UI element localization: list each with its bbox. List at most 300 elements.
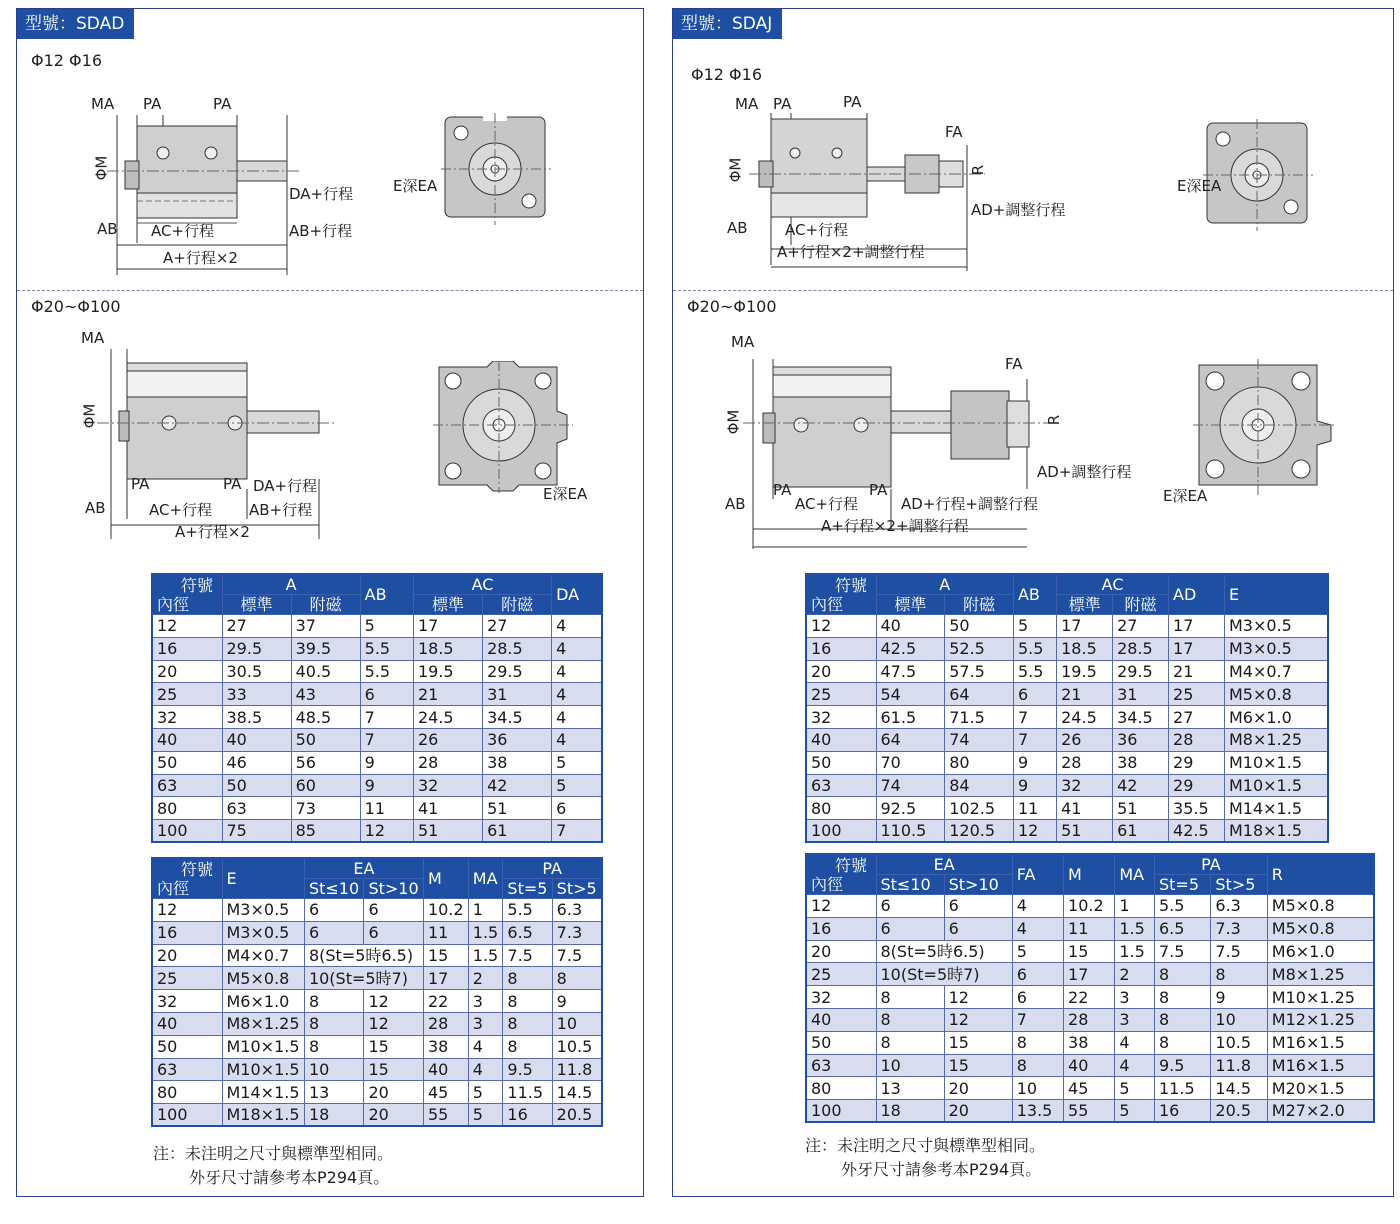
dim-ad-stroke-large: AD+行程+調整行程 [901,495,1038,513]
value-cell: 27 [1113,615,1169,638]
value-cell: 1 [468,899,503,922]
value-cell: 17 [1064,963,1115,986]
value-cell: 30.5 [222,660,291,683]
table-row [806,774,1328,797]
value-cell: 11 [423,921,468,944]
spec-table-2 [151,857,603,1127]
value-cell: 17 [413,615,482,638]
value-cell: 15 [364,1035,424,1058]
bore-cell: 32 [152,706,222,729]
value-cell: 5 [552,774,602,797]
value-cell: M6×1.0 [1224,706,1328,729]
value-cell: 27 [483,615,552,638]
table-row [806,751,1328,774]
value-cell: 41 [1057,797,1113,820]
bore-cell: 80 [806,1077,876,1100]
value-cell: 1.5 [1115,917,1155,940]
dim-da: DA+行程 [289,185,354,203]
value-cell: M8×1.25 [1267,963,1374,986]
value-cell: 32 [413,774,482,797]
col-da: DA [552,574,602,615]
dim-ab-large: AB [725,495,746,513]
value-cell: 55 [423,1104,468,1127]
value-cell: 6.3 [1211,895,1267,918]
bore-cell: 32 [806,706,876,729]
value-cell: 10.5 [552,1035,602,1058]
model-tag: 型號：SDAJ [673,9,782,39]
value-cell: 4 [468,1058,503,1081]
col-ac: AC [1057,574,1169,595]
table-row [152,1058,602,1081]
value-cell: 8 [876,1008,944,1031]
dim-r-large: R [1045,414,1064,426]
note-1: 注：未注明之尺寸與標準型相同。 [805,1136,1046,1155]
table-row [152,1104,602,1127]
value-cell: 34.5 [1113,706,1169,729]
col-m: M [1064,854,1115,895]
value-cell: M5×0.8 [1267,895,1374,918]
value-cell: 17 [1169,615,1225,638]
value-cell: 29 [1169,751,1225,774]
bore-cell: 50 [152,751,222,774]
col-ab: AB [1013,574,1056,615]
value-cell: 13 [304,1081,364,1104]
value-cell: 11 [1013,797,1056,820]
dim-r: R [969,164,988,176]
corner-header: 符號 內徑 [152,858,222,899]
model-tag: 型號：SDAD [17,9,134,39]
value-cell: M8×1.25 [1224,728,1328,751]
bore-cell: 80 [806,797,876,820]
bore-cell: 25 [152,967,222,990]
value-cell: 16 [1155,1100,1211,1123]
value-cell: 18.5 [413,637,482,660]
value-cell: 7.5 [552,944,602,967]
bore-cell: 80 [152,797,222,820]
dim-pa-large-1: PA [773,481,792,499]
value-cell: 8(St=5時6.5) [304,944,423,967]
bore-label-large: Φ20~Φ100 [31,297,121,316]
table-row [806,637,1328,660]
dim-ad: AD+調整行程 [971,201,1066,219]
value-cell: 4 [552,637,602,660]
value-cell: M14×1.5 [222,1081,304,1104]
dim-pa-large-2: PA [223,475,242,493]
value-cell: 70 [876,751,945,774]
value-cell: 20 [364,1104,424,1127]
dim-ad-large: AD+調整行程 [1037,463,1132,481]
value-cell: 1.5 [468,921,503,944]
table-row [806,706,1328,729]
bore-cell: 20 [806,660,876,683]
value-cell: M6×1.0 [222,990,304,1013]
value-cell: 92.5 [876,797,945,820]
table-row [152,990,602,1013]
value-cell: M16×1.5 [1267,1054,1374,1077]
dim-ac-large: AC+行程 [149,501,213,519]
value-cell: 61 [483,820,552,843]
col-ac-mag: 附磁 [483,595,552,615]
value-cell: 7.5 [1211,940,1267,963]
value-cell: 29.5 [483,660,552,683]
drawing-large-end [433,361,573,493]
bore-cell: 12 [806,615,876,638]
value-cell: M3×0.5 [222,899,304,922]
value-cell: 40 [1064,1054,1115,1077]
value-cell: 4 [1012,895,1063,918]
value-cell: 74 [945,728,1014,751]
bore-cell: 100 [806,820,876,843]
value-cell: 31 [1113,683,1169,706]
col-ac-std: 標準 [413,595,482,615]
value-cell: 38 [1113,751,1169,774]
corner-header: 符號 內徑 [152,574,222,615]
value-cell: 20.5 [552,1104,602,1127]
value-cell: 29.5 [1113,660,1169,683]
value-cell: M10×1.5 [1224,751,1328,774]
value-cell: 6 [1013,683,1056,706]
value-cell: 60 [291,774,360,797]
table-row [806,917,1374,940]
col-ma: MA [468,858,503,899]
note-2: 外牙尺寸請參考本P294頁。 [841,1160,1042,1179]
value-cell: 6 [944,895,1012,918]
value-cell: 18 [876,1100,944,1123]
value-cell: 21 [413,683,482,706]
bore-cell: 100 [806,1100,876,1123]
dim-e-ea-large: E深EA [543,485,588,503]
value-cell: 10 [1211,1008,1267,1031]
value-cell: 8 [304,1035,364,1058]
value-cell: 7 [360,728,413,751]
col-e: E [222,858,304,899]
dim-fa: FA [945,123,963,141]
value-cell: 7.3 [1211,917,1267,940]
bore-cell: 16 [806,917,876,940]
col-m: M [423,858,468,899]
value-cell: 42 [483,774,552,797]
value-cell: 4 [1115,1031,1155,1054]
bore-cell: 32 [806,986,876,1009]
value-cell: 33 [222,683,291,706]
value-cell: 10.5 [1211,1031,1267,1054]
bore-cell: 25 [152,683,222,706]
col-pa: PA [503,858,602,879]
value-cell: 10 [304,1058,364,1081]
value-cell: M27×2.0 [1267,1100,1374,1123]
value-cell: 9 [1013,751,1056,774]
value-cell: 11 [1064,917,1115,940]
value-cell: 5.5 [1013,660,1056,683]
value-cell: 12 [944,1008,1012,1031]
value-cell: M3×0.5 [1224,615,1328,638]
value-cell: 43 [291,683,360,706]
table-row [806,986,1374,1009]
value-cell: 10 [552,1012,602,1035]
dim-ma: MA [91,95,115,113]
bore-cell: 12 [806,895,876,918]
dim-phi-m-large: ΦM [80,403,99,429]
col-ac: AC [413,574,551,595]
value-cell: 2 [468,967,503,990]
drawing-large-side [97,339,357,539]
table-row [806,1054,1374,1077]
value-cell: 73 [291,797,360,820]
value-cell: 5.5 [503,899,552,922]
table-row [152,899,602,922]
dim-ab-stroke-large: AB+行程 [249,501,313,519]
value-cell: 48.5 [291,706,360,729]
value-cell: 8 [1155,1008,1211,1031]
value-cell: 32 [1057,774,1113,797]
bore-cell: 25 [806,963,876,986]
bore-label-large: Φ20~Φ100 [687,297,777,316]
value-cell: 20 [364,1081,424,1104]
col-ac-mag: 附磁 [1113,595,1169,615]
dim-pa-1: PA [143,95,162,113]
value-cell: 6.5 [1155,917,1211,940]
value-cell: M18×1.5 [222,1104,304,1127]
bore-cell: 80 [152,1081,222,1104]
value-cell: 4 [468,1035,503,1058]
value-cell: 8 [503,990,552,1013]
value-cell: 71.5 [945,706,1014,729]
value-cell: 26 [1057,728,1113,751]
drawing-large-end [1193,359,1337,495]
col-a-std: 標準 [876,595,945,615]
value-cell: 56 [291,751,360,774]
table-row [806,1077,1374,1100]
bore-cell: 63 [152,774,222,797]
value-cell: 4 [552,615,602,638]
value-cell: 5 [468,1104,503,1127]
dim-e-ea-large: E深EA [1163,487,1208,505]
value-cell: 47.5 [876,660,945,683]
bore-cell: 25 [806,683,876,706]
value-cell: 10 [1012,1077,1063,1100]
bore-cell: 12 [152,615,222,638]
value-cell: 8 [304,990,364,1013]
value-cell: 3 [468,1012,503,1035]
bore-cell: 20 [152,660,222,683]
dim-ma-large: MA [81,329,105,347]
col-ea-1: St≤10 [876,875,944,895]
table-row [152,967,602,990]
value-cell: 12 [364,1012,424,1035]
value-cell: M18×1.5 [1224,820,1328,843]
value-cell: M12×1.25 [1267,1008,1374,1031]
value-cell: 55 [1064,1100,1115,1123]
table-row [152,751,602,774]
spec-table-2 [805,853,1375,1123]
value-cell: 5.5 [360,637,413,660]
value-cell: M4×0.7 [222,944,304,967]
value-cell: 20 [944,1077,1012,1100]
dim-ma-large: MA [731,333,755,351]
bore-cell: 16 [806,637,876,660]
value-cell: 38 [423,1035,468,1058]
value-cell: 18 [304,1104,364,1127]
value-cell: 12 [364,990,424,1013]
value-cell: 5.5 [360,660,413,683]
corner-header: 符號 內徑 [806,574,876,615]
dim-ac: AC+行程 [785,221,849,239]
value-cell: 4 [552,706,602,729]
bore-cell: 50 [806,751,876,774]
value-cell: 28 [1064,1008,1115,1031]
value-cell: 10(St=5時7) [876,963,1012,986]
value-cell: M16×1.5 [1267,1031,1374,1054]
table-row [152,944,602,967]
value-cell: 41 [413,797,482,820]
value-cell: 2 [1115,963,1155,986]
value-cell: 28.5 [483,637,552,660]
value-cell: 17 [1169,637,1225,660]
value-cell: 11 [360,797,413,820]
bore-cell: 16 [152,921,222,944]
value-cell: 74 [876,774,945,797]
value-cell: 40 [423,1058,468,1081]
value-cell: 42.5 [1169,820,1225,843]
value-cell: 28 [1057,751,1113,774]
value-cell: 15 [364,1058,424,1081]
col-ea-2: St>10 [364,879,424,899]
value-cell: 4 [552,660,602,683]
value-cell: 20.5 [1211,1100,1267,1123]
value-cell: 29 [1169,774,1225,797]
panel-sdad [16,8,644,1197]
bore-cell: 20 [152,944,222,967]
value-cell: 38 [483,751,552,774]
value-cell: 36 [483,728,552,751]
value-cell: 64 [876,728,945,751]
col-pa-1: St=5 [1155,875,1211,895]
dim-a-large: A+行程×2+調整行程 [821,517,969,535]
value-cell: 7.5 [503,944,552,967]
value-cell: 4 [552,728,602,751]
value-cell: 15 [944,1054,1012,1077]
table-row [152,774,602,797]
col-a-mag: 附磁 [291,595,360,615]
value-cell: 50 [291,728,360,751]
table-row [152,637,602,660]
dim-ac: AC+行程 [151,222,215,240]
value-cell: 12 [360,820,413,843]
value-cell: 5.5 [1013,637,1056,660]
table-row [152,660,602,683]
value-cell: 75 [222,820,291,843]
value-cell: 21 [1169,660,1225,683]
spec-table-1 [151,573,603,843]
table-row [806,1100,1374,1123]
value-cell: 5 [1115,1077,1155,1100]
table-row [152,1035,602,1058]
bore-cell: 63 [806,774,876,797]
value-cell: 80 [945,751,1014,774]
value-cell: 17 [1057,615,1113,638]
value-cell: 7 [1013,706,1056,729]
value-cell: 7 [360,706,413,729]
value-cell: 7 [1013,728,1056,751]
col-ad: AD [1169,574,1225,615]
value-cell: M14×1.5 [1224,797,1328,820]
note-2: 外牙尺寸請參考本P294頁。 [189,1168,390,1187]
dim-a: A+行程×2+調整行程 [777,243,925,261]
table-row [806,940,1374,963]
value-cell: 8 [1012,1031,1063,1054]
value-cell: M3×0.5 [222,921,304,944]
value-cell: 6 [360,683,413,706]
value-cell: 1.5 [1115,940,1155,963]
value-cell: 1.5 [468,944,503,967]
value-cell: M10×1.25 [1267,986,1374,1009]
value-cell: 3 [1115,986,1155,1009]
spec-table-2-body [152,899,602,1127]
value-cell: M5×0.8 [1267,917,1374,940]
col-ab: AB [360,574,413,615]
drawing-small-end [441,113,551,225]
value-cell: 8 [503,1035,552,1058]
value-cell: 15 [1064,940,1115,963]
bore-cell: 12 [152,899,222,922]
col-ea: EA [876,854,1012,875]
bore-cell: 100 [152,1104,222,1127]
table-row [806,797,1328,820]
value-cell: 51 [1057,820,1113,843]
value-cell: 22 [423,990,468,1013]
value-cell: 22 [1064,986,1115,1009]
value-cell: 8 [1211,963,1267,986]
value-cell: 27 [222,615,291,638]
value-cell: 84 [945,774,1014,797]
value-cell: 50 [222,774,291,797]
dim-pa-large-1: PA [131,475,150,493]
value-cell: 5.5 [1155,895,1211,918]
value-cell: 26 [413,728,482,751]
table-row [806,1008,1374,1031]
value-cell: 11.8 [1211,1054,1267,1077]
value-cell: 8 [1155,963,1211,986]
value-cell: 45 [423,1081,468,1104]
dim-ab: AB [97,220,118,238]
value-cell: 9 [552,990,602,1013]
value-cell: 85 [291,820,360,843]
value-cell: 1 [1115,895,1155,918]
value-cell: 8 [1155,986,1211,1009]
table-row [806,895,1374,918]
value-cell: 31 [483,683,552,706]
spec-table-1-body [806,615,1328,843]
value-cell: 6 [304,899,364,922]
col-r: R [1267,854,1374,895]
bore-cell: 50 [152,1035,222,1058]
table-row [806,728,1328,751]
dim-phi-m: ΦM [726,157,745,183]
value-cell: 120.5 [945,820,1014,843]
value-cell: 6 [876,895,944,918]
value-cell: 5 [1013,615,1056,638]
value-cell: 52.5 [945,637,1014,660]
value-cell: 7.5 [1155,940,1211,963]
value-cell: 6 [1012,963,1063,986]
value-cell: 6 [1012,986,1063,1009]
value-cell: 13 [876,1077,944,1100]
value-cell: 9 [1013,774,1056,797]
col-pa-1: St=5 [503,879,552,899]
value-cell: 42 [1113,774,1169,797]
dim-pa-large-2: PA [869,481,888,499]
dim-a-large: A+行程×2 [175,523,250,541]
